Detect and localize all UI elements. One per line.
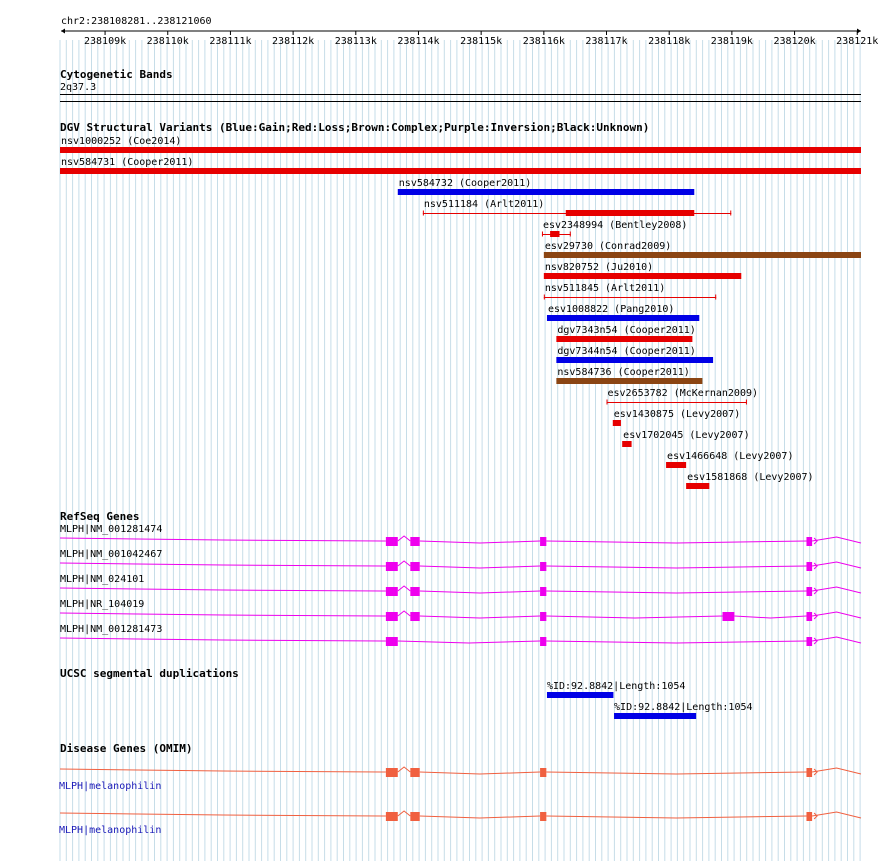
dgv-feature-label: dgv7343n54 (Cooper2011) — [557, 325, 696, 336]
dgv-feature-core — [566, 210, 694, 216]
dgv-feature-label: esv1430875 (Levy2007) — [613, 409, 741, 420]
ruler-tick-label: 238112k — [272, 36, 315, 47]
dgv-feature-bar — [60, 147, 861, 153]
dgv-title: DGV Structural Variants (Blue:Gain;Red:Loss;Brown:Complex;Purple:Inversion;Black:Unknown) — [60, 121, 650, 134]
refseq-exon — [806, 637, 812, 646]
refseq-exon — [806, 562, 812, 571]
ruler-track — [61, 16, 878, 47]
refseq-intron — [734, 616, 806, 618]
omim-intron — [546, 772, 806, 774]
refseq-exon — [540, 637, 546, 646]
dgv-feature-label: nsv584732 (Cooper2011) — [398, 178, 532, 189]
ruler-left-arrow-icon — [61, 29, 65, 34]
dgv-feature-bar — [544, 273, 741, 279]
dgv-feature-label: dgv7344n54 (Cooper2011) — [557, 346, 696, 357]
dgv-feature-bar — [398, 189, 694, 195]
dgv-feature-bar — [666, 462, 686, 468]
refseq-intron — [398, 586, 411, 591]
ruler-tick-label: 238116k — [522, 36, 565, 47]
omim-exon — [410, 768, 419, 777]
region-label: chr2:238108281..238121060 — [61, 16, 212, 27]
dgv-feature-label: nsv511845 (Arlt2011) — [544, 283, 666, 294]
dgv-feature-core — [550, 231, 559, 237]
refseq-exon — [386, 562, 398, 571]
ruler-tick-label: 238114k — [397, 36, 440, 47]
refseq-exon — [386, 637, 398, 646]
dgv-feature-bar — [556, 357, 713, 363]
ruler-tick-label: 238118k — [648, 36, 691, 47]
refseq-exon — [410, 562, 419, 571]
refseq-transcript-label: MLPH|NM_001042467 — [60, 549, 163, 560]
refseq-exon — [540, 587, 546, 596]
dgv-feature-label: esv29730 (Conrad2009) — [544, 241, 672, 252]
refseq-intron — [546, 566, 806, 568]
dgv-feature-bar — [686, 483, 709, 489]
segdup-title: UCSC segmental duplications — [60, 667, 239, 680]
refseq-exon — [540, 562, 546, 571]
ruler-tick-label: 238117k — [585, 36, 628, 47]
dgv-feature-label: esv1581868 (Levy2007) — [687, 472, 814, 483]
ruler-tick-label: 238121k — [836, 36, 879, 47]
refseq-transcript-label: MLPH|NR_104019 — [60, 599, 145, 610]
omim-gene-link[interactable]: MLPH|melanophilin — [59, 781, 162, 792]
refseq-exon — [386, 587, 398, 596]
refseq-intron — [398, 611, 411, 616]
segdup-bar — [614, 713, 696, 719]
omim-intron — [398, 811, 411, 816]
dgv-feature-bar — [556, 336, 692, 342]
omim-exon — [410, 812, 419, 821]
refseq-exon — [806, 537, 812, 546]
refseq-intron — [398, 561, 411, 566]
dgv-feature-label: esv1466648 (Levy2007) — [667, 451, 794, 462]
refseq-exon — [722, 612, 734, 621]
omim-intron — [398, 767, 411, 772]
refseq-intron — [546, 641, 806, 643]
omim-intron — [546, 816, 806, 818]
omim-gene-link[interactable]: MLPH|melanophilin — [59, 825, 162, 836]
omim-exon — [386, 812, 398, 821]
dgv-feature-label: nsv1000252 (Coe2014) — [61, 136, 182, 147]
dgv-feature-label: esv1008822 (Pang2010) — [547, 304, 675, 315]
omim-exon — [386, 768, 398, 777]
dgv-feature-bar — [547, 315, 699, 321]
refseq-exon — [410, 612, 419, 621]
refseq-exon — [410, 537, 419, 546]
ruler-tick-label: 238115k — [460, 36, 503, 47]
segdup-bar — [547, 692, 613, 698]
omim-exon — [806, 812, 812, 821]
ruler-tick-label: 238119k — [710, 36, 753, 47]
ruler-tick-label: 238113k — [334, 36, 377, 47]
refseq-exon — [386, 612, 398, 621]
segdup-label: %ID:92.8842|Length:1054 — [614, 702, 753, 713]
refseq-intron — [546, 541, 806, 543]
omim-title: Disease Genes (OMIM) — [60, 742, 193, 755]
ruler-tick-label: 238109k — [83, 36, 127, 47]
ruler-tick-label: 238120k — [773, 36, 816, 47]
dgv-feature-bar — [544, 252, 861, 258]
omim-exon — [540, 768, 546, 777]
refseq-exon — [386, 537, 398, 546]
refseq-exon — [410, 587, 419, 596]
cytoband-label: 2q37.3 — [60, 82, 97, 93]
cytoband-title: Cytogenetic Bands — [60, 68, 173, 81]
dgv-feature-label: nsv511184 (Arlt2011) — [423, 199, 545, 210]
dgv-feature-bar — [622, 441, 631, 447]
refseq-exon — [540, 612, 546, 621]
refseq-transcript-label: MLPH|NM_024101 — [60, 574, 145, 585]
refseq-title: RefSeq Genes — [60, 510, 140, 523]
dgv-feature-label: nsv584731 (Cooper2011) — [61, 157, 194, 168]
ruler-tick-label: 238110k — [146, 36, 189, 47]
refseq-exon — [540, 537, 546, 546]
refseq-exon — [806, 612, 812, 621]
dgv-feature-bar — [613, 420, 621, 426]
omim-exon — [540, 812, 546, 821]
omim-exon — [806, 768, 812, 777]
refseq-intron — [546, 591, 806, 593]
dgv-feature-label: esv1702045 (Levy2007) — [623, 430, 750, 441]
segdup-label: %ID:92.8842|Length:1054 — [546, 681, 686, 692]
dgv-feature-label: nsv820752 (Ju2010) — [544, 262, 654, 273]
dgv-feature-label: esv2348994 (Bentley2008) — [542, 220, 688, 231]
dgv-feature-label: esv2653782 (McKernan2009) — [607, 388, 759, 399]
refseq-transcript-label: MLPH|NM_001281474 — [60, 524, 163, 535]
ruler-tick-label: 238111k — [209, 36, 252, 47]
dgv-feature-bar — [60, 168, 861, 174]
refseq-intron — [398, 536, 411, 541]
dgv-feature-bar — [556, 378, 702, 384]
refseq-transcript-label: MLPH|NM_001281473 — [60, 624, 163, 635]
dgv-feature-label: nsv584736 (Cooper2011) — [557, 367, 690, 378]
refseq-exon — [806, 587, 812, 596]
